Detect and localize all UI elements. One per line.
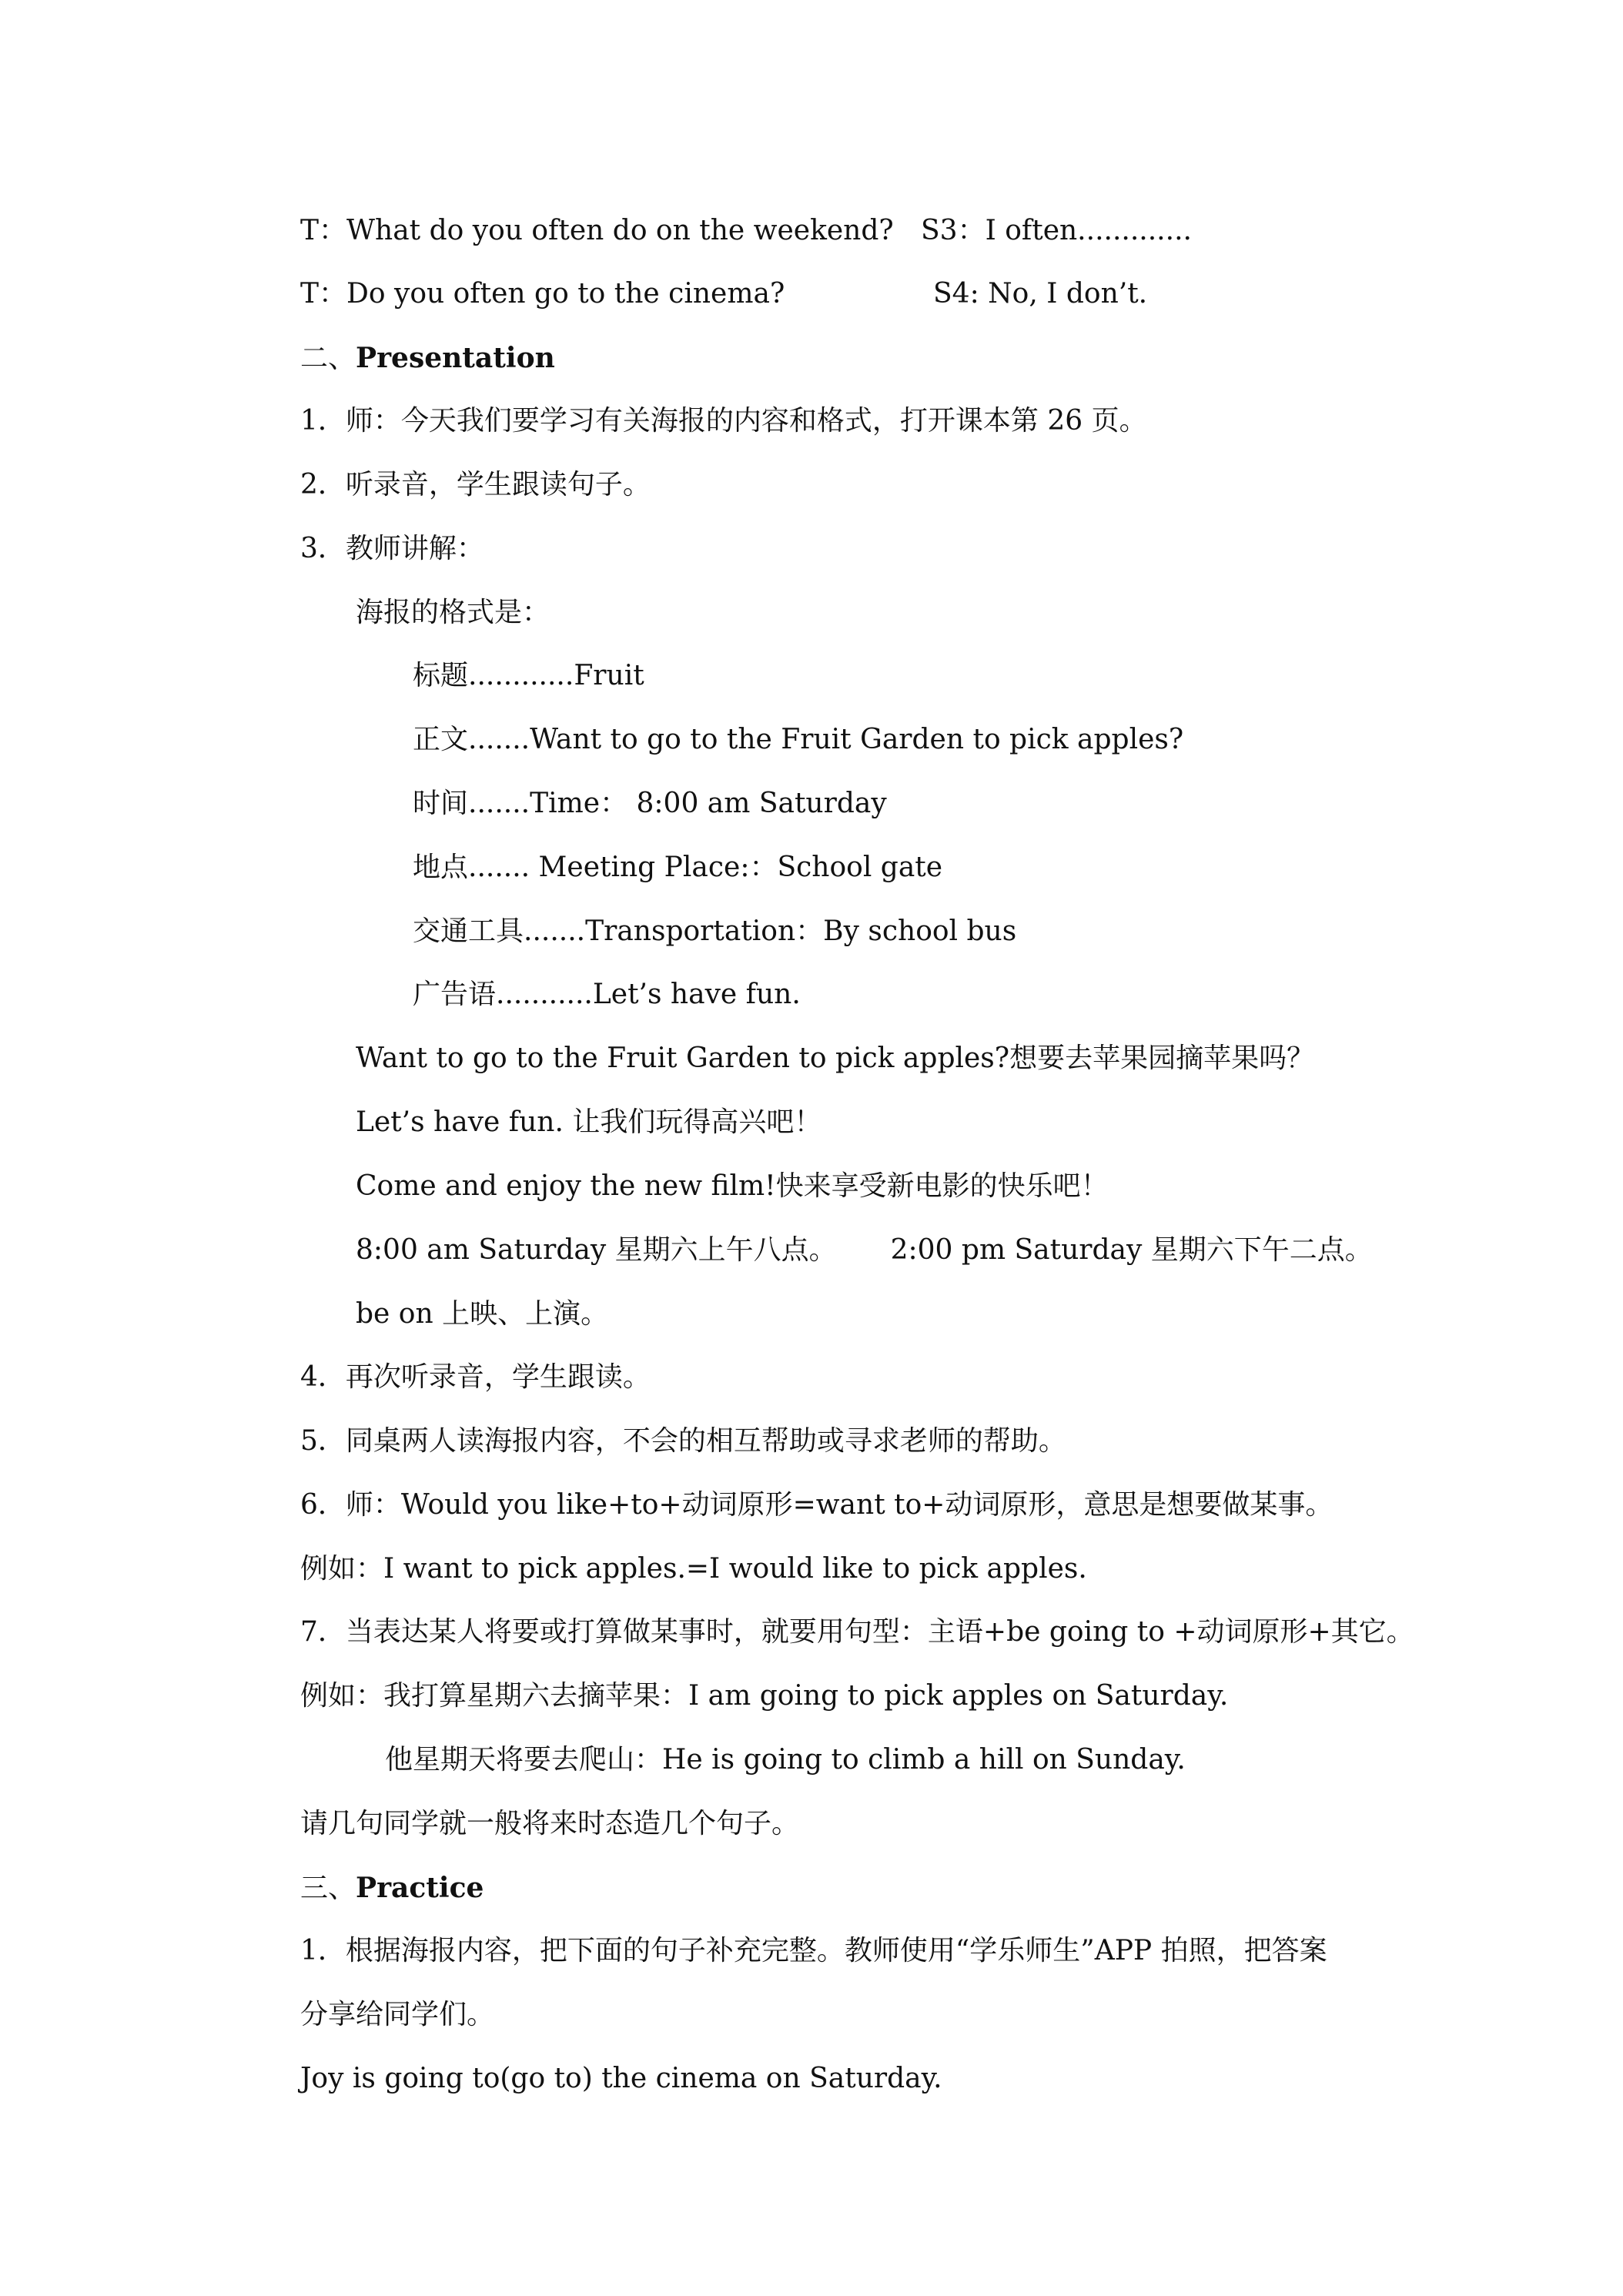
step-5: 5．同桌两人读海报内容，不会的相互帮助或寻求老师的帮助。	[300, 1425, 1066, 1457]
section-title: Presentation	[356, 342, 555, 374]
step-6: 6．师：Would you like+to+动词原形=want to+动词原形，意思是想要做某事。	[300, 1489, 1334, 1521]
dialogue-student-line: S3：I often.............	[921, 215, 1192, 246]
practice-step-1: 1．根据海报内容，把下面的句子补充完整。教师使用“学乐师生”APP 拍照，把答案	[300, 1935, 1327, 1966]
time-phrase: 8:00 am Saturday 星期六上午八点。	[356, 1234, 837, 1266]
step-4: 4．再次听录音，学生跟读。	[300, 1361, 651, 1393]
section-heading-presentation	[300, 340, 555, 377]
format-item: 交通工具.......Transportation：By school bus	[413, 915, 1017, 947]
section-title: Practice	[356, 1872, 484, 1904]
dialogue-student-line: S4: No, I don’t.	[933, 278, 1148, 310]
ask-line: 请几句同学就一般将来时态造几个句子。	[300, 1808, 800, 1839]
section-number: 二、	[300, 343, 356, 374]
example-6: 例如：I want to pick apples.=I would like to pick apples.	[300, 1553, 1087, 1585]
practice-answer: Joy is going to(go to) the cinema on Saturday.	[300, 2063, 942, 2094]
dialogue-teacher-line: T：What do you often do on the weekend?	[300, 215, 894, 246]
time-phrase: 2:00 pm Saturday 星期六下午二点。	[890, 1234, 1373, 1266]
step-7: 7．当表达某人将要或打算做某事时，就要用句型：主语+be going to +动词原形+其它。	[300, 1616, 1414, 1648]
phrase-line: Come and enjoy the new film!快来享受新电影的快乐吧！	[356, 1170, 1109, 1202]
step-3: 3．教师讲解：	[300, 533, 484, 564]
format-item: 时间.......Time： 8:00 am Saturday	[413, 788, 887, 819]
time-phrases-line	[356, 1232, 1373, 1269]
practice-step-1-cont: 分享给同学们。	[300, 1999, 495, 2030]
example-7b: 他星期天将要去爬山：He is going to climb a hill on Sunday.	[385, 1744, 1186, 1776]
format-item: 正文.......Want to go to the Fruit Garden to pick apples?	[413, 724, 1184, 755]
format-item: 地点....... Meeting Place:：School gate	[413, 852, 943, 883]
section-heading-practice	[300, 1869, 484, 1906]
format-item: 标题............Fruit	[413, 660, 644, 691]
step-2: 2．听录音，学生跟读句子。	[300, 469, 651, 500]
format-intro: 海报的格式是：	[356, 597, 550, 628]
section-number: 三、	[300, 1873, 356, 1904]
phrase-line: Want to go to the Fruit Garden to pick apples?想要去苹果园摘苹果吗？	[356, 1043, 1315, 1074]
step-1: 1．师：今天我们要学习有关海报的内容和格式，打开课本第 26 页。	[300, 405, 1147, 437]
be-on-line: be on 上映、上演。	[356, 1298, 609, 1330]
phrase-line: Let’s have fun. 让我们玩得高兴吧！	[356, 1106, 822, 1138]
example-7a: 例如：我打算星期六去摘苹果：I am going to pick apples on Saturday.	[300, 1680, 1229, 1712]
format-item: 广告语...........Let’s have fun.	[413, 979, 801, 1010]
dialogue-teacher-line: T：Do you often go to the cinema?	[300, 278, 785, 310]
